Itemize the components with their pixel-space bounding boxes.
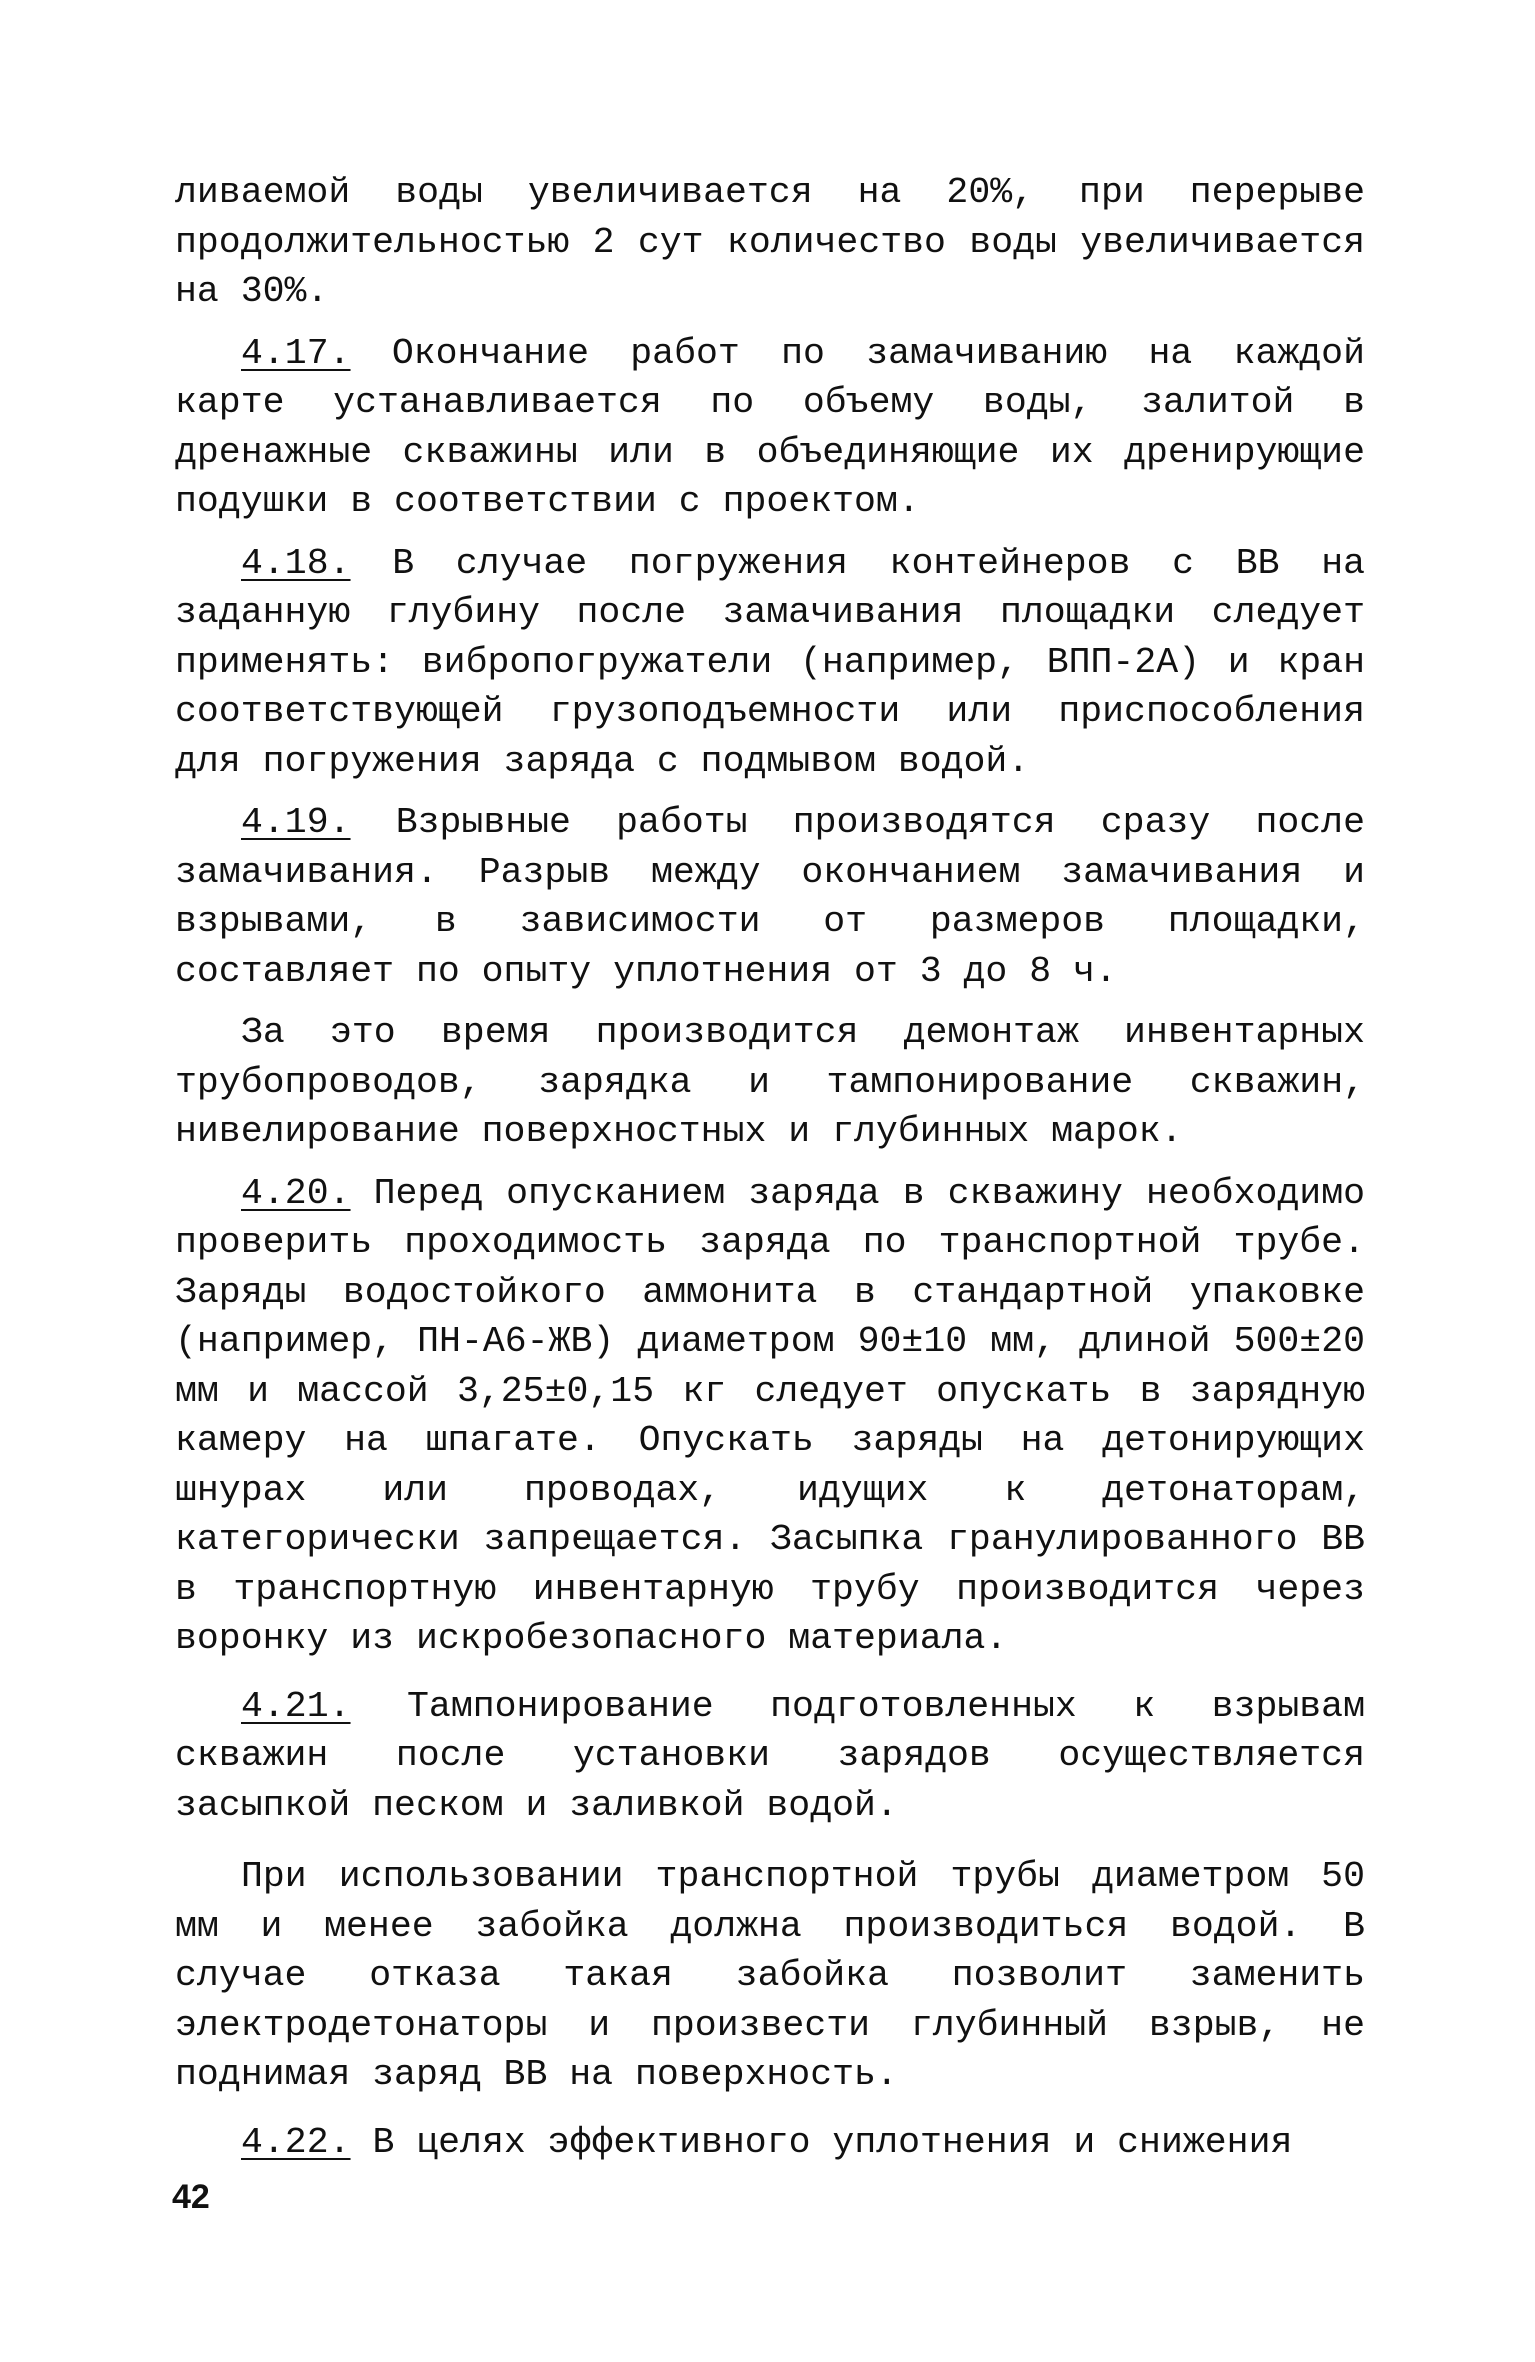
paragraph-4-21-continued [175,1852,1365,2100]
paragraph-text: Взрывные работы производятся сразу после замачивания. Разрыв между окончанием замачивания и взрывами, в зависимости от размеров площадки, составляет по опыту уплотнения от 3 до 8 ч. [175,802,1365,992]
paragraph-4-21 [175,1682,1365,1831]
clause-number: 4.18. [241,542,351,584]
paragraph-text: Тампонирование подготовленных к взрывам скважин после установки зарядов осуществляется засыпкой песком и заливкой водой. [175,1685,1365,1826]
page-number: 42 [172,2178,210,2216]
paragraph-text: Перед опусканием заряда в скважину необходимо проверить проходимость заряда по транспортной трубе. Заряды водостойкого аммонита в стандартной упаковке (например, ПН-А6-ЖВ) диаметром 90±10 мм, длиной 500±20 мм и массой 3,25±0,15 кг следует опускать в зарядную камеру на шпагате. Опускать заряды на детонирующих шнурах или проводах, идущих к детонаторам, категорически запрещается. Засыпка гранулированного ВВ в транспортную инвентарную трубу производится через воронку из искробезопасного материала. [175,1172,1365,1659]
paragraph-text: При использовании транспортной трубы диаметром 50 мм и менее забойка должна производиться водой. В случае отказа такая забойка позволит заменить электродетонаторы и произвести глубинный взрыв, не поднимая заряд ВВ на поверхность. [175,1856,1365,2095]
paragraph-4-17 [175,329,1365,527]
paragraph-text: Окончание работ по замачиванию на каждой карте устанавливается по объему воды, залитой в дренажные скважины или в объединяющие их дренирующие подушки в соответствии с проектом. [175,332,1365,522]
clause-number: 4.19. [241,802,351,843]
paragraph-4-19-continued [175,1008,1365,1157]
body-text [175,168,1365,2167]
paragraph-text: За это время производится демонтаж инвентарных трубопроводов, зарядка и тампонирование скважин, нивелирование поверхностных и глубинных марок. [175,1012,1365,1152]
paragraph-4-18 [175,539,1365,787]
clause-number: 4.21. [241,1685,351,1727]
paragraph-4-22 [175,2118,1365,2168]
paragraph-4-19 [175,798,1365,996]
paragraph-text: ливаемой воды увеличивается на 20%, при перерыве продолжительностью 2 сут количество воды увеличивается на 30%. [175,172,1365,312]
paragraph-4-20 [175,1169,1365,1664]
clause-number: 4.22. [241,2121,351,2163]
paragraph-text: В случае погружения контейнеров с ВВ на заданную глубину после замачивания площадки следует применять: вибропогружатели (например, ВПП-2А) и кран соответствующей грузоподъемности или приспособления для погружения заряда с подмывом водой. [175,542,1365,782]
clause-number: 4.20. [241,1172,351,1214]
paragraph-continuation [175,168,1365,317]
clause-number: 4.17. [241,332,351,374]
paragraph-text: В целях эффективного уплотнения и снижения [372,2121,1293,2163]
